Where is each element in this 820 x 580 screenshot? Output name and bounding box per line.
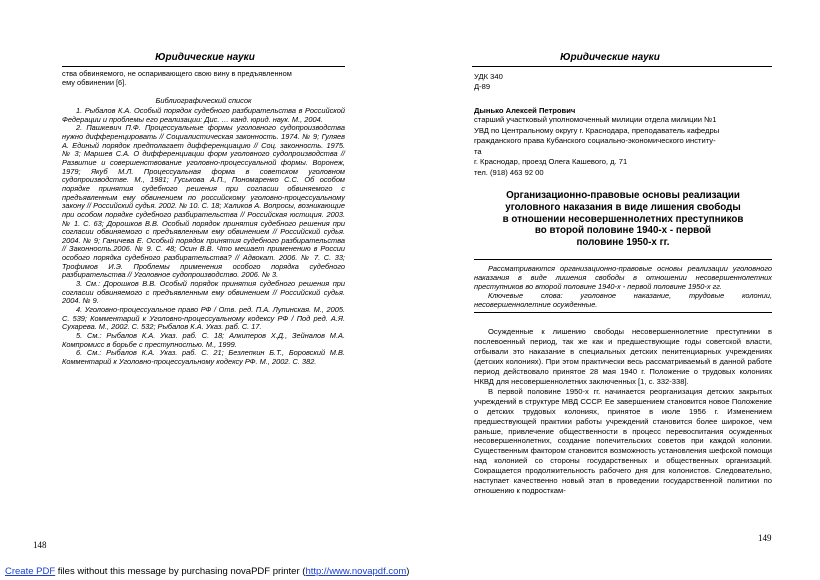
intro-line-2: ему обвинении [6]. [62, 77, 127, 87]
keywords-text: Ключевые слова: уголовное наказание, трудовые колонии, несовершеннолетние осужденные. [474, 290, 772, 309]
right-page-number: 149 [758, 533, 772, 543]
udk-code: УДК 340 [474, 72, 503, 81]
article-title [474, 190, 772, 249]
author-info-line: гражданского права Кубанского социально-экономического институ- [474, 136, 716, 145]
bibliography-item: 6. См.: Рыбалов К.А. Указ. раб. С. 21; Безлепкин Б.Т., Боровский М.В. Комментарий к Уголовно-процессуальному кодексу РФ. М., 2002. С. 382. [62, 348, 345, 366]
right-running-head: Юридические науки [560, 52, 660, 63]
title-line: в отношении несовершеннолетних преступников [502, 213, 744, 225]
bibliography-item: 2. Пашкевич П.Ф. Процессуальные формы уголовного судопроизводства нужно дифференцировать // Социалистическая законность. 1974. № 9; Гуляев А. Единый порядок предполагает дифференциацию // Соц. законность. 1975. № 3; Маршев С.А. О дифференциации форм уголовного судопроизводства // Развитие и совершенствование уголовно-процессуальной формы. Воронеж, 1979; Якуб М.Л. Процессуальная форма в советском уголовном судопроизводстве. М., 1981; Гуськова А.П., Пономаренко С.С. Об особом порядке принятия судебного решения при согласии обвиняемого с предъявленным ему обвинением по российскому уголовно-процессуальному закону // Российский судья. 2002. № 10. С. 18; Халиков А. Вопросы, возникающие при особом порядке судебного разбирательства // Российская юстиция. 2003. № 1. С. 63; Дорошков В.В. Особый порядок принятия судебного решения при согласии обвиняемого с предъявленным ему обвинением // Российский судья. 2004. № 9; Ганичева Е. Особый порядок принятия судебного разбирательства // Законность.2006. № 9. С. 48; Осин В.В. Что мешает применению в России особого порядка судебного разбирательства? // Адвокат. 2006. № 7. С. 33; Трофимов И.Э. Проблемы применения особого порядка судебного разбирательства // Уголовное судопроизводство. 2006. № 3. [62, 123, 345, 280]
left-page [0, 0, 410, 560]
banner-suffix: ) [406, 566, 410, 577]
author-info-line: УВД по Центральному округу г. Краснодара, преподаватель кафедры [474, 125, 720, 135]
novapdf-url-link[interactable]: http://www.novapdf.com [305, 566, 407, 577]
body-paragraph: Осужденные к лишению свободы несовершеннолетние преступники в послевоенный период, так же как и предшествующие годы советской власти, отбывали это наказание в специальных детских пенитенциарных учреждениях (детских колониях). При этом практически весь рассматриваемый в данной работе период действовало принятое 28 мая 1940 г. Положение о трудовых колониях НКВД для несовершеннолетних заключенных [1, с. 332-338]. [474, 326, 772, 386]
author-info-line: тел. (918) 463 92 00 [474, 167, 544, 177]
title-line: во второй половине 1940-х - первой [534, 225, 712, 237]
left-column [62, 70, 345, 367]
article-body [474, 327, 772, 496]
intro-line-1: ства обвиняемого, не оспаривающего свою вину в предъявленном [62, 69, 292, 78]
bibliography-item: 5. См.: Рыбалов К.А. Указ. раб. С. 18; Алкиперов Х.Д., Зейналов М.А. Компромисс в борьбе с преступностью. М., 1999. [62, 331, 345, 349]
author-name: Дынько Алексей Петрович [474, 106, 576, 115]
bibliography-item: 1. Рыбалов К.А. Особый порядок судебного разбирательства в Российской Федерации и проблемы его реализации: Дис. … канд. юрид. наук. М., 2004. [62, 105, 345, 124]
author-info-line: г. Краснодар, проезд Олега Кашевого, д. 71 [474, 157, 628, 166]
create-pdf-link[interactable]: Create PDF [5, 566, 56, 577]
author-info [474, 115, 772, 178]
bbk-code: Д-89 [474, 82, 491, 91]
abstract-text: Рассматриваются организационно-правовые основы реализации уголовного наказания в виде лишения свободы в отношении несовершеннолетних преступников во второй половине 1940-х - первой половине 1950-х гг. [474, 263, 772, 291]
banner-text: files without this message by purchasing novaPDF printer ( [55, 566, 306, 577]
right-head-rule [472, 66, 772, 67]
udk-block [474, 72, 772, 92]
left-page-number: 148 [33, 540, 47, 550]
title-line: уголовного наказания в виде лишения свободы [505, 201, 741, 213]
abstract-block [474, 264, 772, 309]
right-page [410, 0, 820, 560]
body-paragraph: В первой половине 1950-х гг. начинается реорганизация детских закрытых учреждений в структуре МВД СССР. Ее завершением становится новое Положение о детских трудовых колониях, принятое в июле 1956 г. Изменением предшествующей практики работы учреждений становится более широкое, чем раньше, привлечение общественности в процесс перевоспитания осужденных несовершеннолетних, создание попечительских советов при каждой колонии. Существенным фактором становится возможность установления шефской помощи над колонией со стороны государственных и общественных организаций. Сокращается продолжительность рабочего дня для колонистов. Следовательно, наступает качественно новый этап в проведении государственной политики по отношению к подросткам- [474, 386, 772, 496]
right-column [474, 72, 772, 496]
pdf-watermark-banner [0, 564, 820, 580]
bibliography-title: Библиографический список [155, 96, 252, 106]
bibliography-item: 3. См.: Дорошков В.В. Особый порядок принятия судебного решения при согласии обвиняемого с предъявленным ему обвинением // Российский судья. 2004. № 9. [62, 279, 345, 306]
author-info-line: та [474, 146, 482, 156]
left-running-head: Юридические науки [155, 52, 255, 63]
left-head-rule [62, 66, 345, 67]
author-info-line: старший участковый уполномоченный милиции отдела милиции №1 [474, 115, 717, 124]
title-line: Организационно-правовые основы реализации [506, 190, 740, 201]
title-line: половине 1950-х гг. [576, 237, 670, 249]
abstract-bottom-rule [474, 312, 772, 313]
bibliography-item: 4. Уголовно-процессуальное право РФ / Отв. ред. П.А. Лупинская. М., 2005. С. 539; Комментарий к Уголовно-процессуальному кодексу РФ / Под ред. А.Я. Сухарева. М., 2002. С. 532; Рыбалов К.А. Указ. раб. С. 17. [62, 305, 345, 332]
abstract-top-rule [474, 259, 772, 260]
